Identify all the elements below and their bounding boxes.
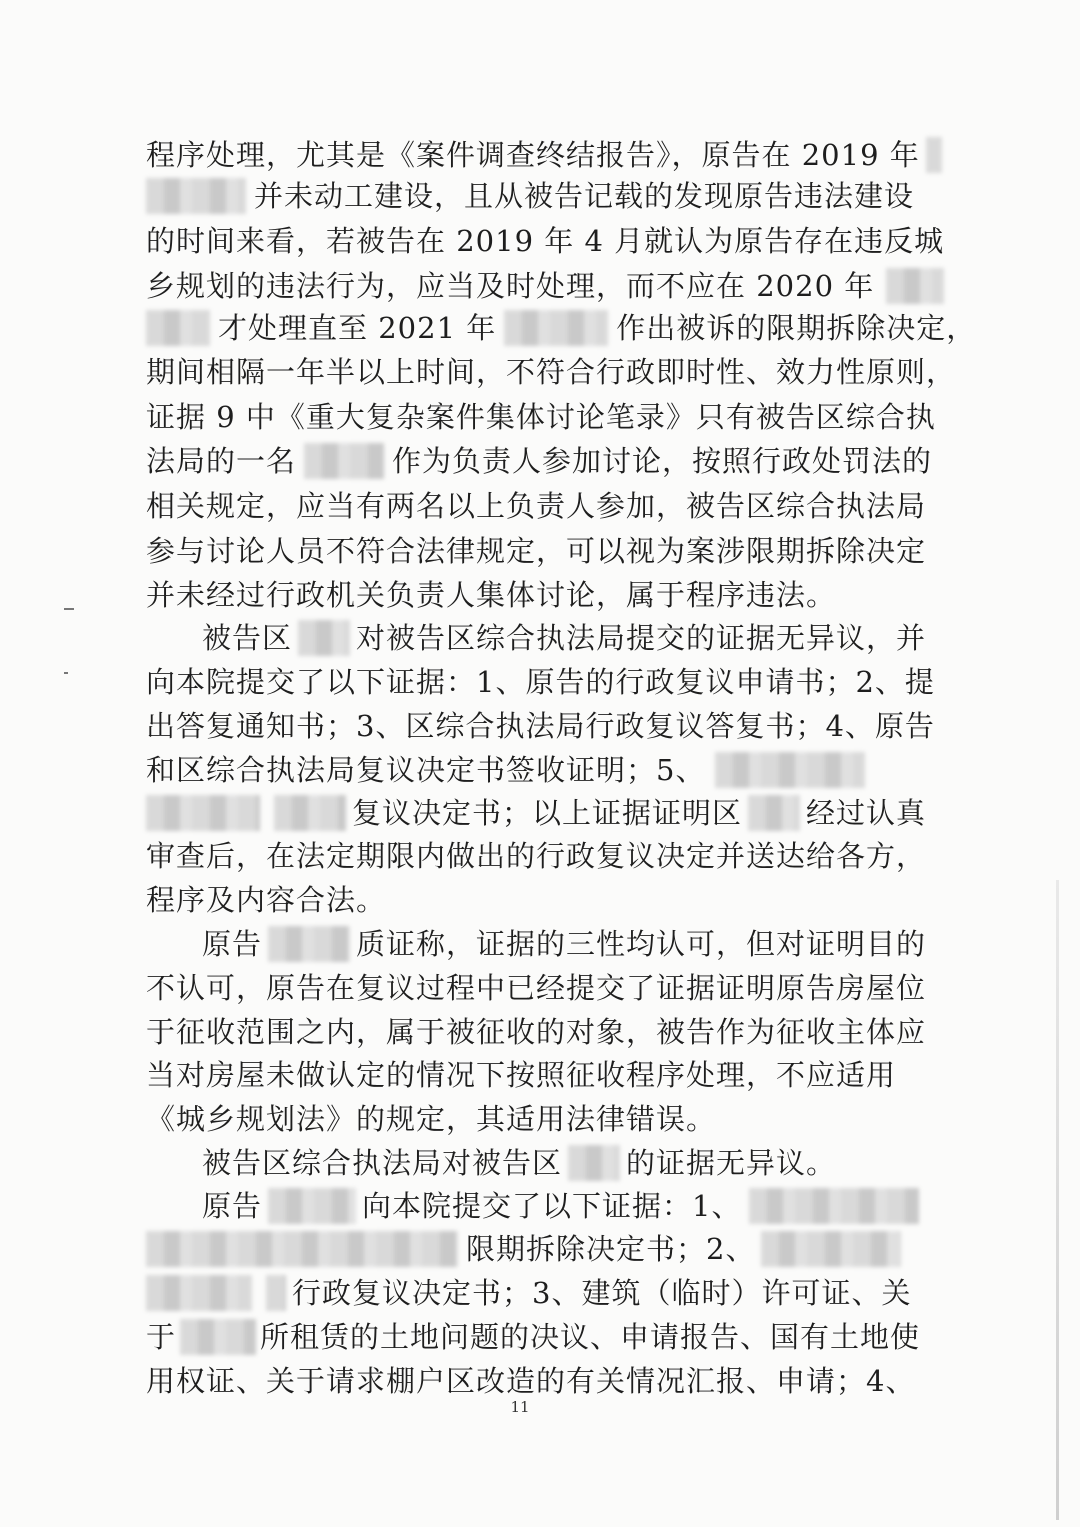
text-line: 于征收范围之内，属于被征收的对象，被告作为征收主体应 xyxy=(146,1015,927,1049)
text-line: 程序及内容合法。 xyxy=(146,883,387,917)
redaction xyxy=(568,1145,620,1181)
redaction xyxy=(749,1188,919,1224)
text-line: 乡规划的违法行为，应当及时处理，而不应在 2020 年 xyxy=(146,262,906,310)
text-line: 和区综合执法局复议决定书签收证明；5、 xyxy=(146,746,906,794)
redaction xyxy=(266,1275,286,1311)
redaction xyxy=(304,443,384,479)
page-edge-shadow xyxy=(1056,880,1059,1520)
text-line: 出答复通知书；3、区综合执法局行政复议答复书；4、原告 xyxy=(146,709,935,743)
text-line: 期间相隔一年半以上时间，不符合行政即时性、效力性原则， xyxy=(146,355,957,389)
text-line: 原告 质证称，证据的三性均认可，但对证明目的 xyxy=(202,927,927,961)
text-line: 并未经过行政机关负责人集体讨论，属于程序违法。 xyxy=(146,578,837,612)
text-line: 相关规定，应当有两名以上负责人参加，被告区综合执法局 xyxy=(146,489,927,523)
redaction xyxy=(715,752,865,788)
margin-mark xyxy=(64,608,74,610)
text-line: 向本院提交了以下证据：1、原告的行政复议申请书；2、提 xyxy=(146,665,935,699)
text-line: 《城乡规划法》的规定，其适用法律错误。 xyxy=(146,1102,717,1136)
text-line: 证据 9 中《重大复杂案件集体讨论笔录》只有被告区综合执 xyxy=(146,400,936,434)
margin-mark xyxy=(64,672,68,674)
text-line: 程序处理，尤其是《案件调查终结报告》，原告在 2019 年 xyxy=(146,131,906,179)
text-line: 审查后，在法定期限内做出的行政复议决定并送达给各方， xyxy=(146,839,927,873)
text-line: 原告 向本院提交了以下证据：1、 xyxy=(202,1182,906,1230)
text-line: 被告区 对被告区综合执法局提交的证据无异议，并 xyxy=(202,621,927,655)
redaction xyxy=(886,268,944,304)
page-number: 11 xyxy=(510,1398,530,1416)
text-line: 法局的一名 作为负责人参加讨论，按照行政处罚法的 xyxy=(146,444,933,478)
redaction xyxy=(146,178,246,214)
text-line: 复议决定书；以上证据证明区 经过认真 xyxy=(146,789,906,837)
text-line: 并未动工建设，且从被告记载的发现原告违法建设 xyxy=(146,172,906,220)
text-line: 被告区综合执法局对被告区 的证据无异议。 xyxy=(202,1146,837,1180)
text-line: 的时间来看，若被告在 2019 年 4 月就认为原告存在违反城 xyxy=(146,224,945,258)
redaction xyxy=(298,620,350,656)
redaction xyxy=(146,310,210,346)
redaction xyxy=(268,1188,356,1224)
text-line: 才处理直至 2021 年 作出被诉的限期拆除决定， xyxy=(146,304,906,352)
text-line: 用权证、关于请求棚户区改造的有关情况汇报、申请；4、 xyxy=(146,1364,916,1398)
redaction xyxy=(761,1231,901,1267)
text-line: 不认可，原告在复议过程中已经提交了证据证明原告房屋位 xyxy=(146,971,927,1005)
redaction xyxy=(268,926,350,962)
redaction xyxy=(146,1275,252,1311)
text-line: 于 所租赁的土地问题的决议、申请报告、国有土地使 xyxy=(146,1320,921,1354)
redaction xyxy=(146,1231,458,1267)
redaction xyxy=(926,137,942,173)
text-line: 当对房屋未做认定的情况下按照征收程序处理，不应适用 xyxy=(146,1058,897,1092)
redaction xyxy=(504,310,608,346)
text-line: 行政复议决定书；3、建筑（临时）许可证、关 xyxy=(146,1269,906,1317)
text-line: 限期拆除决定书；2、 xyxy=(146,1225,906,1273)
redaction xyxy=(748,795,800,831)
redaction xyxy=(180,1319,256,1355)
redaction xyxy=(274,795,346,831)
text-line: 参与讨论人员不符合法律规定，可以视为案涉限期拆除决定 xyxy=(146,534,927,568)
redaction xyxy=(146,795,260,831)
